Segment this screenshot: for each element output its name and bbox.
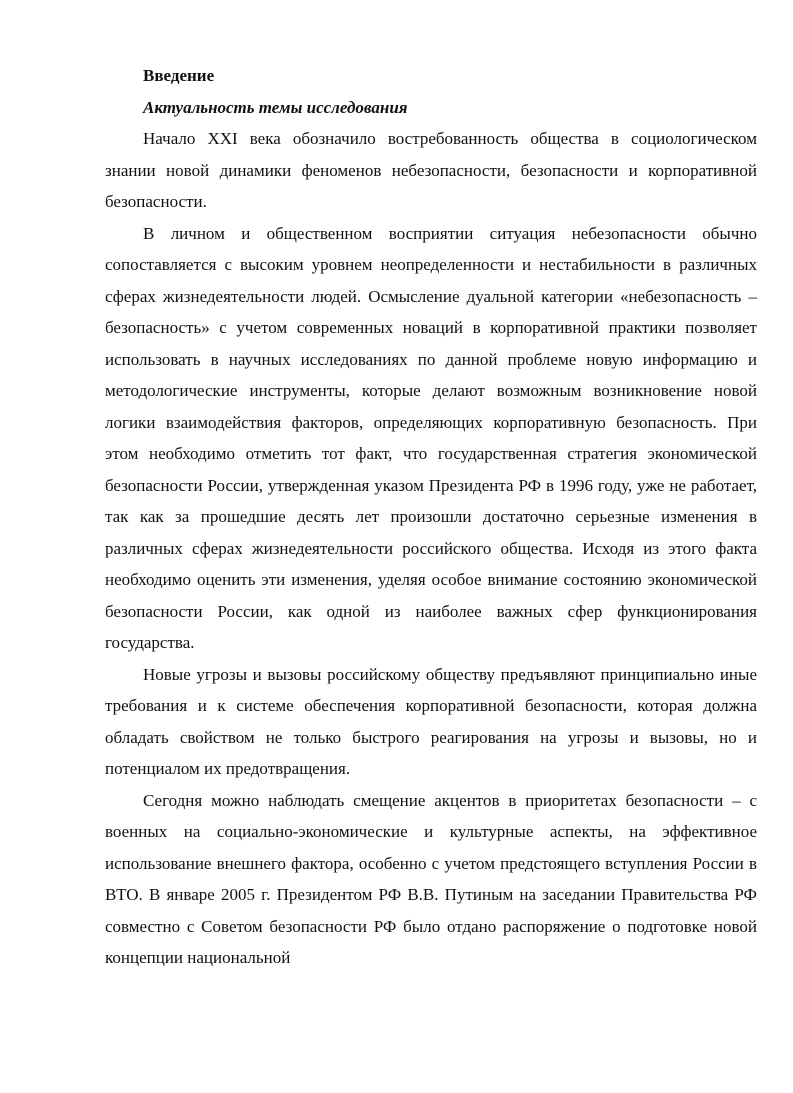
- paragraph-3: Новые угрозы и вызовы российскому обществу предъявляют принципиально иные требования и к системе обеспечения корпоративной безопасности, которая должна обладать свойством не только быстрого реагирования на угрозы и вызовы, но и потенциалом их предотвращения.: [105, 664, 757, 778]
- document-body: [105, 60, 757, 974]
- paragraph-2: В личном и общественном восприятии ситуация небезопасности обычно сопоставляется с высоким уровнем неопределенности и нестабильности в различных сферах жизнедеятельности людей. Осмысление дуальной категории «небезопасность – безопасность» с учетом современных новаций в корпоративной практики позволяет использовать в научных исследованиях по данной проблеме новую информацию и методологические инструменты, которые делают возможным возникновение новой логики взаимодействия факторов, определяющих корпоративную безопасность. При этом необходимо отметить тот факт, что государственная стратегия экономической безопасности России, утвержденная указом Президента РФ в 1996 году, уже не работает, так как за прошедшие десять лет произошли достаточно серьезные изменения в различных сферах жизнедеятельности российского общества. Исходя из этого факта необходимо оценить эти изменения, уделяя особое внимание состоянию экономической безопасности России, как одной из наиболее важных сфер функционирования государства.: [105, 223, 757, 652]
- paragraph-4: Сегодня можно наблюдать смещение акцентов в приоритетах безопасности – с военных на социально-экономические и культурные аспекты, на эффективное использование внешнего фактора, особенно с учетом предстоящего вступления России в ВТО. В январе 2005 г. Президентом РФ В.В. Путиным на заседании Правительства РФ совместно с Советом безопасности РФ было отдано распоряжение о подготовке новой концепции национальной: [105, 790, 757, 967]
- paragraph-1: Начало XXI века обозначило востребованность общества в социологическом знании новой динамики феноменов небезопасности, безопасности и корпоративной безопасности.: [105, 129, 757, 211]
- section-subheading: Актуальность темы исследования: [143, 97, 408, 117]
- section-heading: Введение: [143, 66, 215, 85]
